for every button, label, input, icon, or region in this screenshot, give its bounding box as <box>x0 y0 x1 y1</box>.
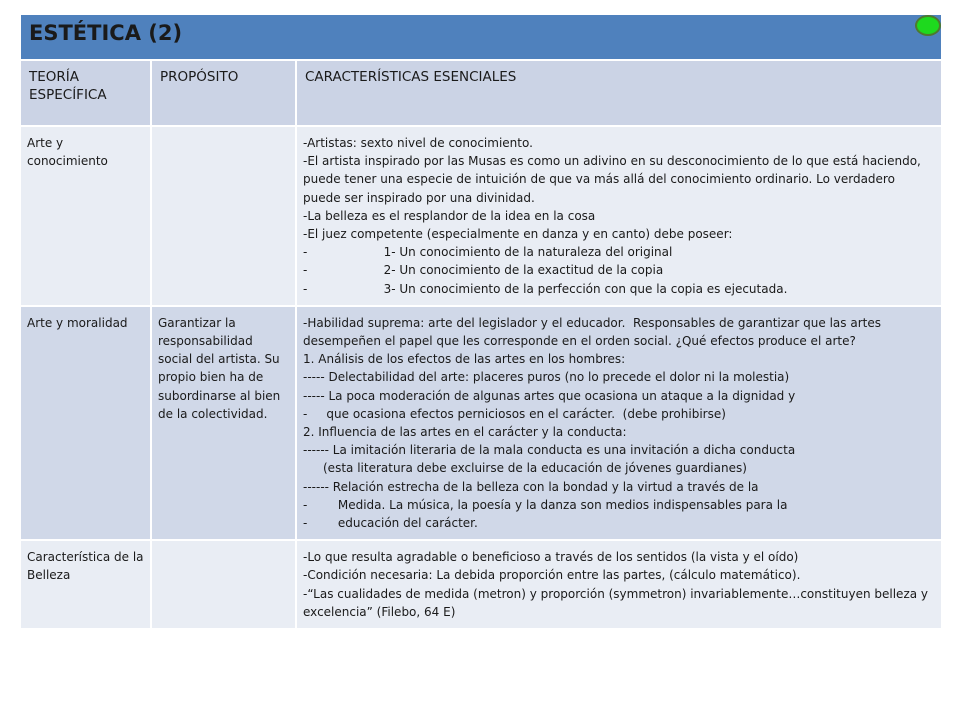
characteristic-line: -Artistas: sexto nivel de conocimiento. <box>303 136 533 150</box>
purpose-cell: Garantizar la responsabilidad social del artista. Su propio bien ha de subordinarse al bien de la colectividad. <box>151 306 296 540</box>
theory-cell: Arte y moralidad <box>20 306 151 540</box>
header-row <box>20 60 942 126</box>
characteristic-line: - educación del carácter. <box>303 516 478 531</box>
purpose-cell <box>151 540 296 629</box>
table-row <box>20 126 942 306</box>
header-characteristics: CARACTERÍSTICAS ESENCIALES <box>296 60 942 126</box>
characteristic-line: -Habilidad suprema: arte del legislador y el educador. Responsables de garantizar que las artes desempeñen el papel que les corresponde en el orden social. ¿Qué efectos produce el arte? <box>303 315 885 349</box>
characteristic-line: -Lo que resulta agradable o beneficioso a través de los sentidos (la vista y el oído) <box>303 550 799 565</box>
characteristic-line: -“Las cualidades de medida (metron) y proporción (symmetron) invariablemente…constituyen belleza y excelencia” (Filebo, 64 E) <box>303 586 932 619</box>
characteristic-line: - Medida. La música, la poesía y la danza son medios indispensables para la <box>303 497 788 512</box>
characteristic-line: -Condición necesaria: La debida proporción entre las partes, (cálculo matemático). <box>303 568 801 583</box>
theory-cell: Arte y conocimiento <box>20 126 151 306</box>
status-indicator <box>915 15 941 36</box>
characteristic-line: ----- La poca moderación de algunas artes que ocasiona un ataque a la dignidad y <box>303 388 796 403</box>
characteristic-line: ------ La imitación literaria de la mala conducta es una invitación a dicha conducta <box>303 443 796 458</box>
characteristic-line: - 2- Un conocimiento de la exactitud de la copia <box>303 263 664 278</box>
characteristic-line: 1. Análisis de los efectos de las artes en los hombres: <box>303 352 626 367</box>
characteristic-line: - 1- Un conocimiento de la naturaleza del original <box>303 245 673 260</box>
characteristic-line: -El artista inspirado por las Musas es como un adivino en su desconocimiento de lo que está haciendo, puede tener una especie de intuición de que va más allá del conocimiento ordinario. Lo verdadero puede ser inspirado por una divinidad. <box>303 154 925 205</box>
slide-title: ESTÉTICA (2) <box>20 14 942 60</box>
characteristic-line: ------ Relación estrecha de la belleza con la bondad y la virtud a través de la <box>303 479 759 494</box>
characteristic-line: -El juez competente (especialmente en danza y en canto) debe poseer: <box>303 227 733 242</box>
table-row <box>20 540 942 629</box>
purpose-cell <box>151 126 296 306</box>
characteristics-cell <box>296 306 942 540</box>
header-purpose: PROPÓSITO <box>151 60 296 126</box>
header-theory: TEORÍA ESPECÍFICA <box>20 60 151 126</box>
characteristics-cell <box>296 126 942 306</box>
characteristic-line: - 3- Un conocimiento de la perfección con que la copia es ejecutada. <box>303 281 788 296</box>
characteristic-line: (esta literatura debe excluirse de la educación de jóvenes guardianes) <box>323 461 747 476</box>
content-table <box>19 13 943 630</box>
characteristic-line: -La belleza es el resplandor de la idea en la cosa <box>303 208 596 223</box>
table-row <box>20 306 942 540</box>
characteristic-line: 2. Influencia de las artes en el carácter y la conducta: <box>303 425 627 440</box>
characteristic-line: ----- Delectabilidad del arte: placeres puros (no lo precede el dolor ni la molestia) <box>303 370 790 385</box>
title-row <box>20 14 942 60</box>
theory-cell: Característica de la Belleza <box>20 540 151 629</box>
characteristic-line: - que ocasiona efectos perniciosos en el carácter. (debe prohibirse) <box>303 406 726 421</box>
characteristics-cell <box>296 540 942 629</box>
